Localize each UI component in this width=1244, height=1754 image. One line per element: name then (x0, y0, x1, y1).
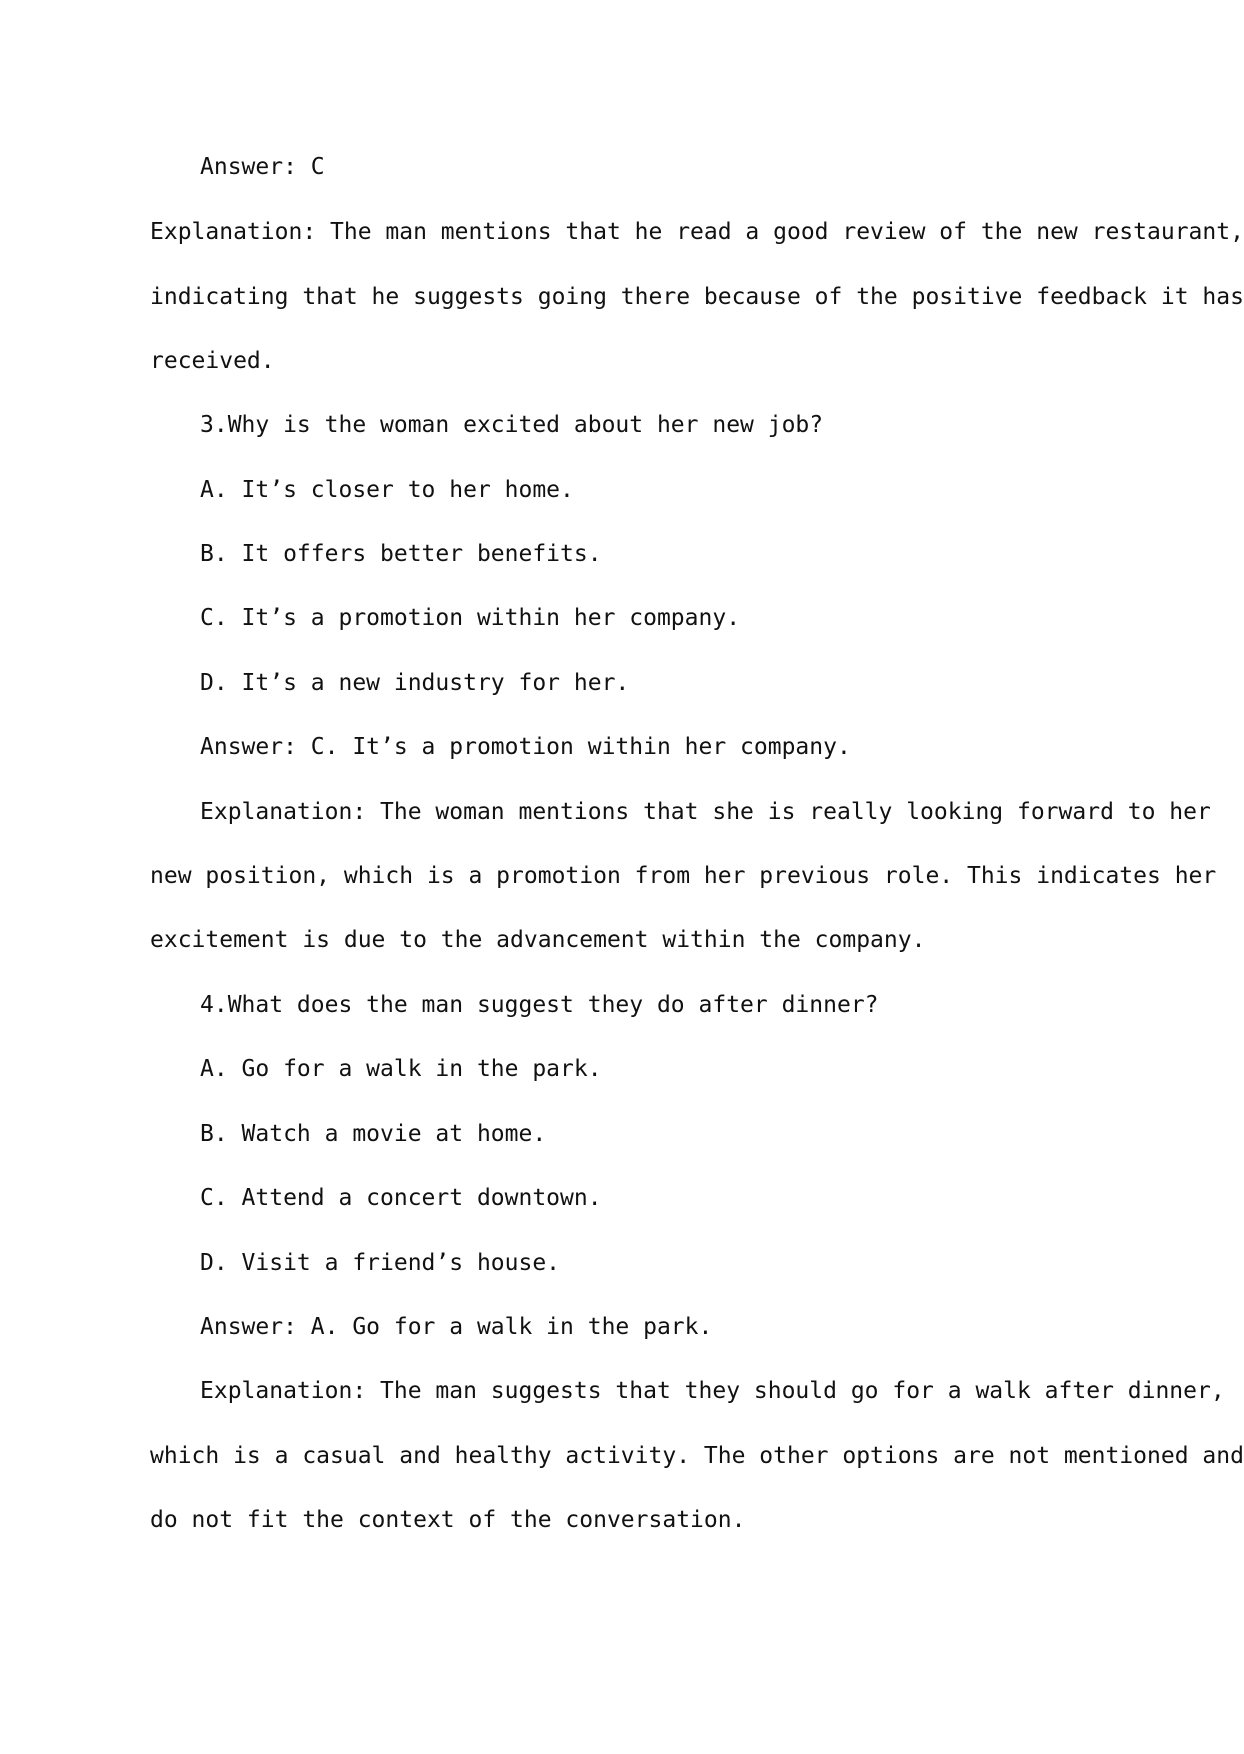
q4-explanation-line-1: Explanation: The man suggests that they should go for a walk after dinner, (200, 1378, 1225, 1404)
q4-option-d: D. Visit a friend’s house. (200, 1250, 561, 1276)
q2-explanation-line-1: Explanation: The man mentions that he read a good review of the new restaurant, (150, 219, 1244, 245)
q2-explanation-line-2: indicating that he suggests going there because of the positive feedback it has (150, 284, 1244, 310)
q3-option-d: D. It’s a new industry for her. (200, 670, 630, 696)
q4-question: 4.What does the man suggest they do after dinner? (200, 992, 879, 1018)
q3-answer: Answer: C. It’s a promotion within her company. (200, 734, 851, 760)
q3-option-b: B. It offers better benefits. (200, 541, 602, 567)
q2-explanation-line-3: received. (150, 348, 275, 374)
q4-option-b: B. Watch a movie at home. (200, 1121, 547, 1147)
q2-answer: Answer: C (200, 154, 325, 180)
q4-answer: Answer: A. Go for a walk in the park. (200, 1314, 713, 1340)
q4-option-c: C. Attend a concert downtown. (200, 1185, 602, 1211)
q3-explanation-line-2: new position, which is a promotion from her previous role. This indicates her (150, 863, 1217, 889)
q3-option-a: A. It’s closer to her home. (200, 477, 574, 503)
q3-option-c: C. It’s a promotion within her company. (200, 605, 741, 631)
q3-explanation-line-1: Explanation: The woman mentions that she is really looking forward to her (200, 799, 1211, 825)
q3-question: 3.Why is the woman excited about her new job? (200, 412, 824, 438)
q3-explanation-line-3: excitement is due to the advancement within the company. (150, 927, 926, 953)
q4-explanation-line-3: do not fit the context of the conversation. (150, 1507, 746, 1533)
q4-explanation-line-2: which is a casual and healthy activity. The other options are not mentioned and (150, 1443, 1244, 1469)
q4-option-a: A. Go for a walk in the park. (200, 1056, 602, 1082)
